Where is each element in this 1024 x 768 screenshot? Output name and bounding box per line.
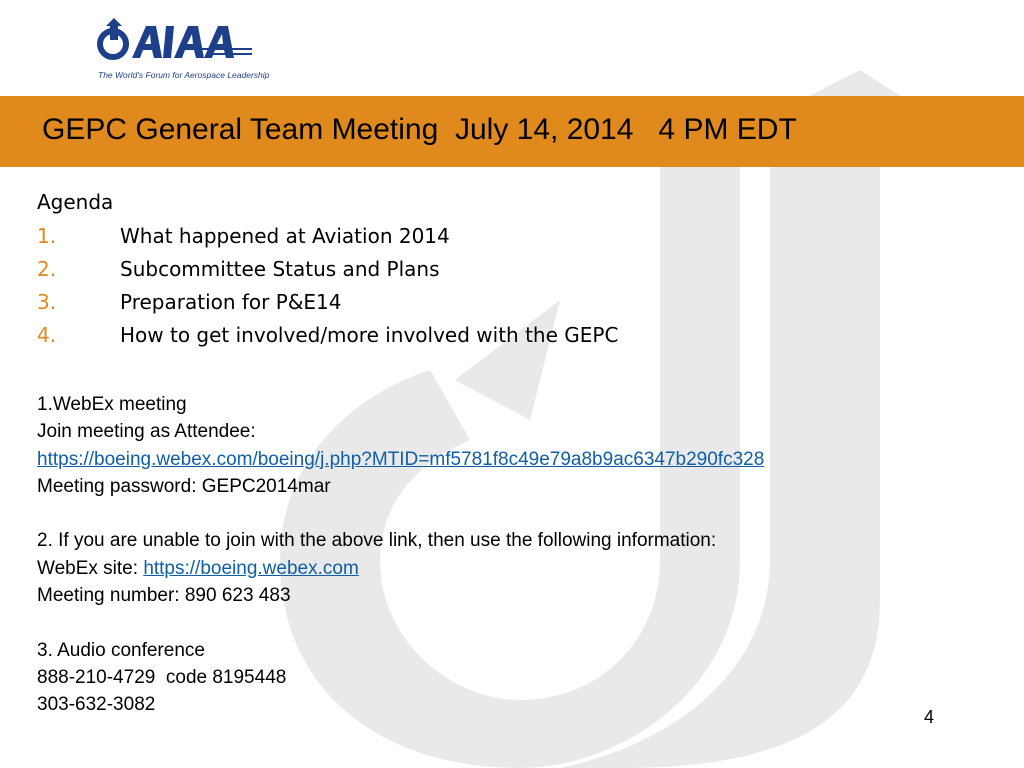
aiaa-logo	[96, 18, 270, 80]
meeting-number: Meeting number: 890 623 483	[37, 585, 291, 607]
agenda-item-text: What happened at Aviation 2014	[120, 224, 450, 248]
meeting-password: Meeting password: GEPC2014mar	[37, 475, 331, 497]
audio-phone-secondary: 303-632-3082	[37, 694, 156, 716]
slide-title: GEPC General Team Meeting July 14, 2014 4 PM EDT	[42, 113, 797, 146]
logo-tagline: The World's Forum for Aerospace Leadership	[98, 70, 270, 80]
agenda-item-text: Preparation for P&E14	[120, 290, 342, 314]
webex-site-label: WebEx site:	[37, 557, 144, 579]
agenda-heading: Agenda	[37, 190, 114, 214]
agenda-item-text: How to get involved/more involved with the GEPC	[120, 323, 619, 347]
agenda-item-number: 3.	[37, 290, 57, 314]
aiaa-logo-mark	[96, 18, 256, 68]
agenda-item-number: 1.	[37, 224, 57, 248]
webex-heading: 1.WebEx meeting	[37, 394, 187, 415]
page-number: 4	[924, 707, 935, 727]
agenda	[37, 187, 618, 352]
agenda-item-number: 2.	[37, 257, 57, 281]
webex-site-link[interactable]: https://boeing.webex.com	[143, 557, 359, 579]
webex-join-link[interactable]: https://boeing.webex.com/boeing/j.php?MTID=mf5781f8c49e79a8b9ac6347b290fc328	[37, 448, 765, 470]
agenda-item	[37, 286, 618, 319]
fallback-intro: 2. If you are unable to join with the above link, then use the following information:	[37, 530, 717, 552]
agenda-item	[37, 319, 618, 352]
agenda-item-number: 4.	[37, 323, 57, 347]
audio-heading: 3. Audio conference	[37, 639, 205, 661]
join-label: Join meeting as Attendee:	[37, 421, 256, 443]
meeting-details	[37, 391, 764, 719]
agenda-item-text: Subcommittee Status and Plans	[120, 257, 440, 281]
agenda-item	[37, 253, 618, 286]
agenda-item	[37, 220, 618, 253]
audio-phone-primary: 888-210-4729 code 8195448	[37, 666, 287, 688]
